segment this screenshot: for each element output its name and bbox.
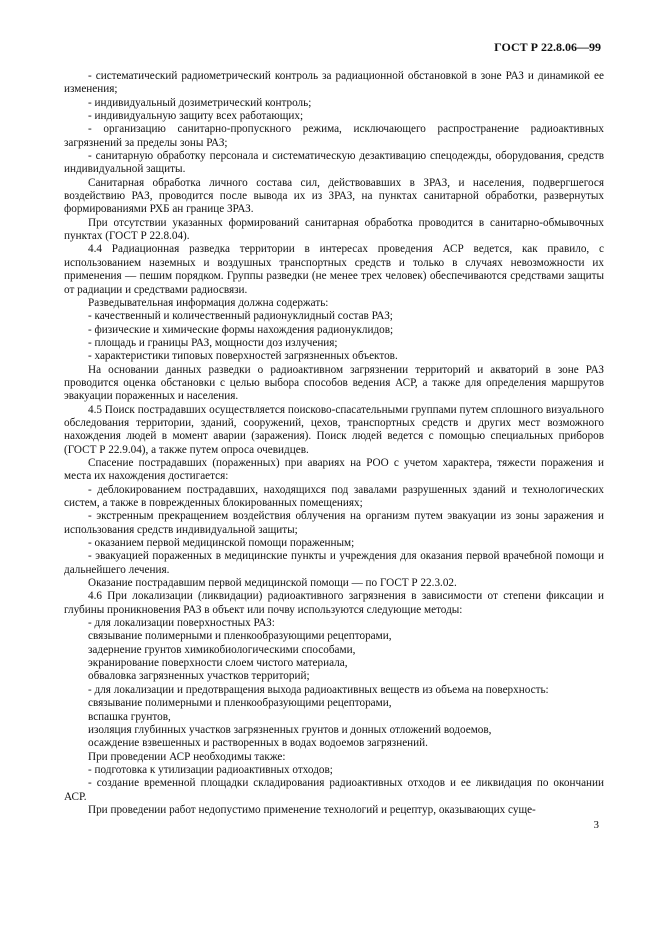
paragraph: Спасение пострадавших (пораженных) при авариях на РОО с учетом характера, тяжести поражения и места их нахождения достигается: [64,456,604,483]
paragraph: изоляция глубинных участков загрязненных грунтов и донных отложений водоемов, [88,723,492,736]
paragraph: задернение грунтов химикобиологическими способами, [88,643,356,656]
paragraph: - индивидуальный дозиметрический контроль; [88,96,312,109]
paragraph: - подготовка к утилизации радиоактивных отходов; [88,763,333,776]
paragraph: экранирование поверхности слоем чистого материала, [88,657,348,670]
paragraph: обваловка загрязненных участков территорий; [88,670,310,683]
paragraph: - эвакуацией пораженных в медицинские пункты и учреждения для оказания первой врачебной помощи и дальнейшего лечения. [64,550,604,576]
paragraph: - площадь и границы РАЗ, мощности доз излучения; [88,336,338,349]
paragraph: При отсутствии указанных формирований санитарная обработка проводится в санитарно-обмывочных пунктах (ГОСТ Р 22.8.04). [64,216,604,243]
paragraph: Санитарная обработка личного состава сил, действовавших в ЗРАЗ, и населения, подвергшегося воздействию РАЗ, проводится после вывода их из ЗРАЗ, на пунктах санитарной обработки, развернутых формированиями РХБ ан границе ЗРАЗ. [64,176,604,216]
paragraph: При проведении работ недопустимо применение технологий и рецептур, оказывающих суще- [88,803,536,816]
paragraph: - индивидуальную защиту всех работающих; [88,110,304,123]
paragraph: 4.4 Радиационная разведка территории в интересах проведения АСР ведется, как правило, с использованием наземных и воздушных транспортных средств и только в случаях невозможности их применения — пешим порядком. Группы разведки (не менее трех человек) обеспечиваются средствами защиты от радиации и средствами радиосвязи. [64,243,604,296]
paragraph: вспашка грунтов, [88,710,171,723]
paragraph: связывание полимерными и пленкообразующими рецепторами, [88,630,392,643]
paragraph: - для локализации поверхностных РАЗ: [88,617,275,630]
paragraph: - экстренным прекращением воздействия облучения на организм путем эвакуации из зоны заражения и использования средств индивидуальной защиты; [64,510,604,536]
paragraph: - создание временной площадки складирования радиоактивных отходов и ее ликвидация по окончании АСР. [64,777,604,803]
paragraph: - санитарную обработку персонала и систематическую дезактивацию спецодежды, оборудования, средств индивидуальной защиты. [64,150,604,176]
paragraph: - систематический радиометрический контроль за радиационной обстановкой в зоне РАЗ и динамикой ее изменения; [64,70,604,96]
paragraph: - качественный и количественный радионуклидный состав РАЗ; [88,310,393,323]
paragraph: 4.6 При локализации (ликвидации) радиоактивного загрязнения в зависимости от степени фиксации и глубины проникновения РАЗ в объект или почву используются следующие методы: [64,590,604,616]
paragraph: - оказанием первой медицинской помощи пораженным; [88,537,355,550]
paragraph: - организацию санитарно-пропускного режима, исключающего распространение радиоактивных загрязнений за пределы зоны РАЗ; [64,123,604,149]
paragraph: связывание полимерными и пленкообразующими рецепторами, [88,697,392,710]
document-body [64,70,604,817]
paragraph: При проведении АСР необходимы также: [88,750,286,763]
paragraph: - физические и химические формы нахождения радионуклидов; [88,323,394,336]
paragraph: На основании данных разведки о радиоактивном загрязнении территорий и акваторий в зоне РАЗ проводится оценка обстановки с целью выбора способов ведения АСР, а также для определения маршрутов эвакуации пораженных и населения. [64,363,604,403]
paragraph: Оказание пострадавшим первой медицинской помощи — по ГОСТ Р 22.3.02. [88,577,457,590]
page-number: 3 [593,819,599,831]
paragraph: - для локализации и предотвращения выхода радиоактивных веществ из объема на поверхность: [88,683,549,696]
paragraph: осаждение взвешенных и растворенных в водах водоемов загрязнений. [88,737,428,750]
standard-code-header: ГОСТ Р 22.8.06—99 [494,40,601,54]
paragraph: 4.5 Поиск пострадавших осуществляется поисково-спасательными группами путем сплошного визуального обследования территории, зданий, сооружений, цехов, транспортных средств и других мест возможного нахождения людей в момент аварии (заражения). Поиск людей ведется с помощью специальных приборов (ГОСТ Р 22.9.04), а также путем опроса очевидцев. [64,403,604,456]
paragraph: Разведывательная информация должна содержать: [88,296,329,309]
paragraph: - характеристики типовых поверхностей загрязненных объектов. [88,350,398,363]
paragraph: - деблокированием пострадавших, находящихся под завалами разрушенных зданий и технологических систем, а также в поврежденных блокированных помещениях; [64,483,604,509]
